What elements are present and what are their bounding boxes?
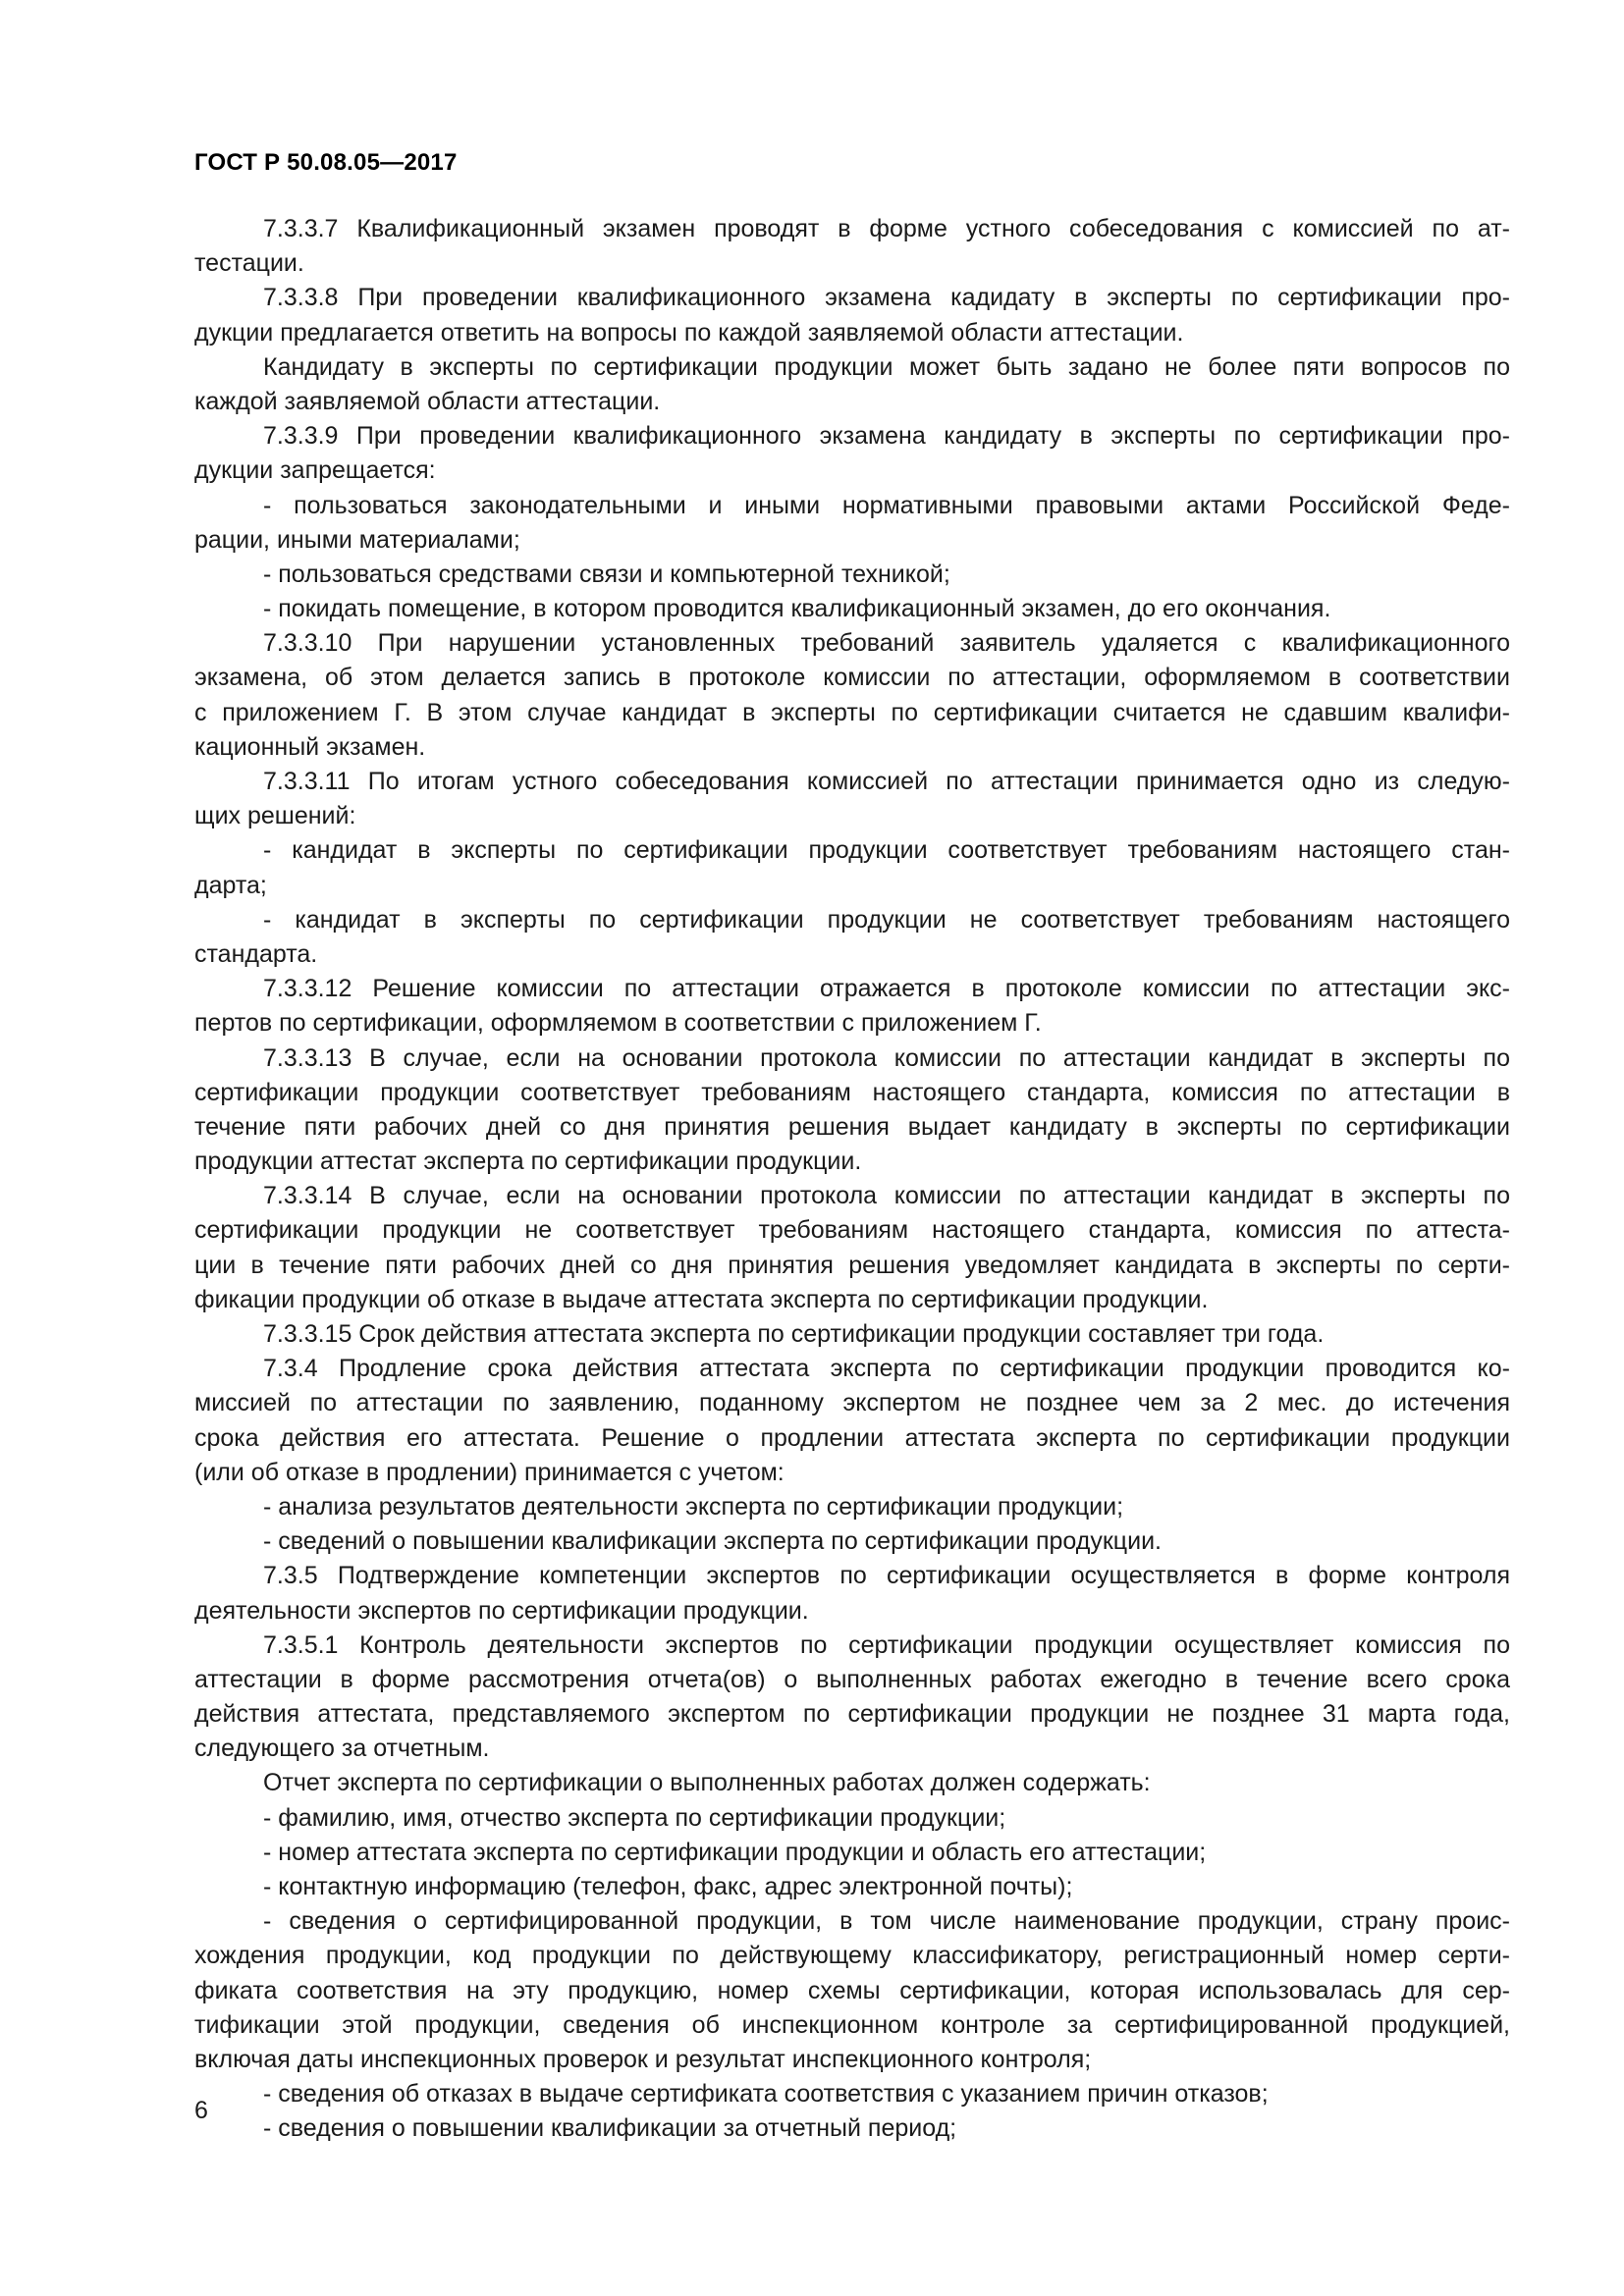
text-line: - номер аттестата эксперта по сертификации продукции и область его аттестации;	[263, 1838, 1207, 1866]
text-line: 7.3.3.7 Квалификационный экзамен проводят в форме устного собеседования с комиссией по ат-	[263, 215, 1510, 242]
page-number: 6	[194, 2097, 208, 2124]
text-line: Кандидату в эксперты по сертификации продукции может быть задано не более пяти вопросов по	[263, 352, 1510, 381]
text-line: - сведений о повышении квалификации эксперта по сертификации продукции.	[263, 1527, 1162, 1556]
text-line: каждой заявляемой области аттестации.	[194, 387, 661, 415]
text-line: - кандидат в эксперты по сертификации продукции соответствует требованиям настоящего стан-	[263, 836, 1510, 865]
text-line: тификации этой продукции, сведения об инспекционном контроле за сертифицированной продукцией,	[194, 2010, 1510, 2039]
text-line: фикации продукции об отказе в выдаче аттестата эксперта по сертификации продукции.	[194, 1285, 1209, 1313]
text-line: дарта;	[194, 871, 267, 899]
text-line: (или об отказе в продлении) принимается с учетом:	[194, 1458, 785, 1486]
text-line: течение пяти рабочих дней со дня принятия решения выдает кандидату в эксперты по сертификации	[194, 1112, 1510, 1141]
text-line: - сведения об отказах в выдаче сертификата соответствия с указанием причин отказов;	[263, 2080, 1269, 2109]
text-line: - контактную информацию (телефон, факс, адрес электронной почты);	[263, 1873, 1073, 1900]
text-line: фиката соответствия на эту продукцию, номер схемы сертификации, которая использовалась для сер-	[194, 1976, 1510, 2004]
text-line: - сведения о сертифицированной продукции, в том числе наименование продукции, страну проис-	[263, 1907, 1510, 1936]
text-line: срока действия его аттестата. Решение о продлении аттестата эксперта по сертификации продукции	[194, 1423, 1510, 1452]
text-line: 7.3.3.14 В случае, если на основании протокола комиссии по аттестации кандидат в эксперты по	[263, 1182, 1510, 1210]
text-line: сертификации продукции соответствует требованиям настоящего стандарта, комиссия по аттестации в	[194, 1078, 1510, 1106]
text-line: кационный экзамен.	[194, 732, 426, 761]
text-line: хождения продукции, код продукции по действующему классификатору, регистрационный номер серти-	[194, 1942, 1510, 1970]
text-line: 7.3.3.10 При нарушении установленных требований заявитель удаляется с квалификационного	[263, 629, 1510, 658]
text-line: сертификации продукции не соответствует требованиям настоящего стандарта, комиссия по аттеста-	[194, 1216, 1510, 1245]
text-line: стандарта.	[194, 939, 318, 968]
text-line: - покидать помещение, в котором проводится квалификационный экзамен, до его окончания.	[263, 595, 1331, 623]
text-line: - фамилию, имя, отчество эксперта по сертификации продукции;	[263, 1803, 1006, 1832]
text-line: действия аттестата, представляемого экспертом по сертификации продукции не позднее 31 марта года,	[194, 1700, 1510, 1729]
text-line: аттестации в форме рассмотрения отчета(ов) о выполненных работах ежегодно в течение всего срока	[194, 1665, 1510, 1693]
text-line: продукции аттестат эксперта по сертификации продукции.	[194, 1148, 862, 1176]
text-line: Отчет эксперта по сертификации о выполненных работах должен содержать:	[263, 1769, 1151, 1797]
text-line: - пользоваться законодательными и иными нормативными правовыми актами Российской Феде-	[263, 491, 1510, 519]
text-line: - пользоваться средствами связи и компьютерной техникой;	[263, 560, 950, 588]
text-line: 7.3.3.13 В случае, если на основании протокола комиссии по аттестации кандидат в эксперты по	[263, 1043, 1510, 1072]
text-line: дукции запрещается:	[194, 456, 436, 485]
text-line: экзамена, об этом делается запись в протоколе комиссии по аттестации, оформляемом в соответствии	[194, 664, 1510, 692]
text-line: рации, иными материалами;	[194, 525, 520, 554]
text-line: щих решений:	[194, 802, 356, 830]
text-line: 7.3.3.12 Решение комиссии по аттестации отражается в протоколе комиссии по аттестации экс-	[263, 975, 1510, 1003]
text-line: дукции предлагается ответить на вопросы по каждой заявляемой области аттестации.	[194, 318, 1184, 347]
text-line: 7.3.4 Продление срока действия аттестата эксперта по сертификации продукции проводится ко-	[263, 1355, 1510, 1383]
text-line: - сведения о повышении квалификации за отчетный период;	[263, 2114, 957, 2143]
body-text	[194, 212, 1510, 2147]
text-line: 7.3.3.15 Срок действия аттестата эксперта по сертификации продукции составляет три года.	[263, 1320, 1325, 1348]
text-line: 7.3.3.9 При проведении квалификационного экзамена кандидату в эксперты по сертификации про-	[263, 422, 1510, 451]
text-line: с приложением Г. В этом случае кандидат в эксперты по сертификации считается не сдавшим квалифи-	[194, 698, 1510, 726]
text-line: включая даты инспекционных проверок и результат инспекционного контроля;	[194, 2045, 1092, 2073]
text-line: 7.3.3.8 При проведении квалификационного экзамена кадидату в эксперты по сертификации про-	[263, 284, 1510, 312]
text-line: ции в течение пяти рабочих дней со дня принятия решения уведомляет кандидата в эксперты по серти-	[194, 1251, 1510, 1279]
text-line: деятельности экспертов по сертификации продукции.	[194, 1596, 809, 1625]
text-line: - анализа результатов деятельности эксперта по сертификации продукции;	[263, 1492, 1124, 1521]
text-line: следующего за отчетным.	[194, 1735, 490, 1763]
text-line: 7.3.3.11 По итогам устного собеседования комиссией по аттестации принимается одно из следую-	[263, 768, 1510, 795]
text-line: - кандидат в эксперты по сертификации продукции не соответствует требованиям настоящего	[263, 905, 1510, 934]
text-line: 7.3.5 Подтверждение компетенции экспертов по сертификации осуществляется в форме контроля	[263, 1562, 1510, 1590]
text-line: миссией по аттестации по заявлению, поданному экспертом не позднее чем за 2 мес. до истечения	[194, 1389, 1510, 1417]
text-line: тестации.	[194, 249, 304, 278]
standard-code-header: ГОСТ Р 50.08.05—2017	[194, 149, 458, 176]
text-line: 7.3.5.1 Контроль деятельности экспертов по сертификации продукции осуществляет комиссия по	[263, 1630, 1510, 1659]
text-line: пертов по сертификации, оформляемом в соответствии с приложением Г.	[194, 1009, 1042, 1038]
